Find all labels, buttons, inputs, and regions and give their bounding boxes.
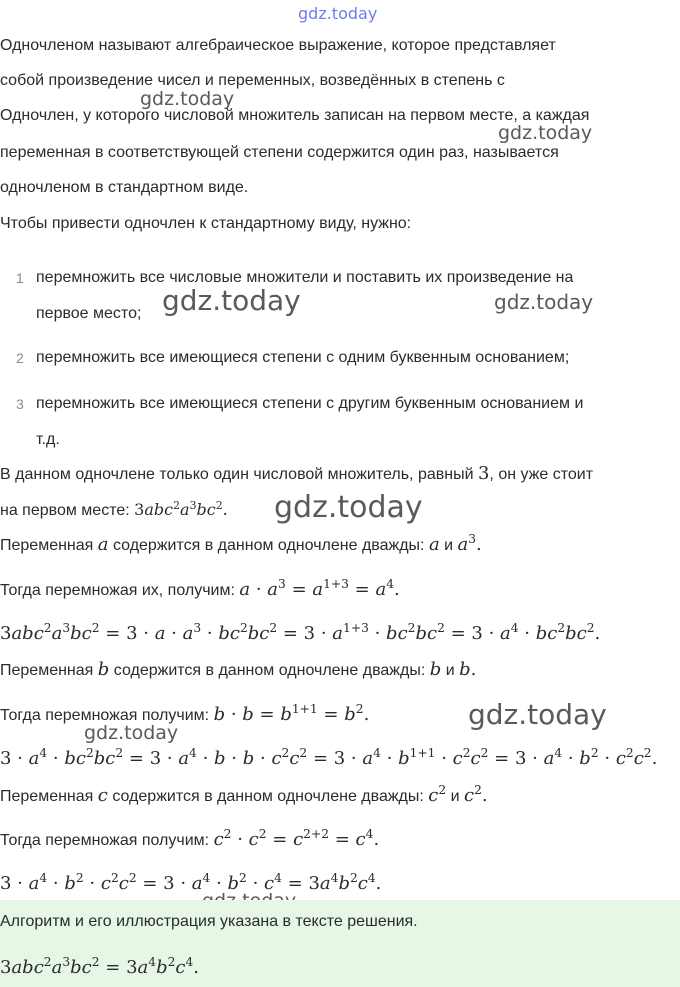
watermark: gdz.today [84, 722, 179, 744]
coefficient-text-start: В данном одночлене только один числовой множитель, равный [0, 466, 474, 483]
math-inline: $a \cdot a^3 = a^{1+3} = a^4$. [239, 577, 400, 600]
list-number: 1 [16, 270, 24, 286]
coefficient-label: на первом месте: [0, 502, 130, 519]
list-item-text: перемножить все имеющиеся степени с другим буквенным основанием и [36, 395, 584, 412]
variable-c-text [0, 783, 488, 807]
variable-letter: b [97, 659, 110, 680]
list-number: 2 [16, 350, 24, 366]
variable-label: Переменная [0, 537, 94, 554]
formula-line: $3 \cdot a^4 \cdot b^2 \cdot c^2c^2 = 3 \cdot a^4 \cdot b^2 \cdot c^4 = 3a^4b^2c^4$. [0, 871, 382, 894]
coefficient-value: 3 [477, 463, 490, 484]
list-item-text: первое место; [36, 305, 142, 322]
coefficient-text [0, 464, 593, 485]
product-c-text [0, 827, 380, 851]
list-item-text: перемножить все числовые множители и поставить их произведение на [36, 269, 574, 286]
then-label: Тогда перемножая получим: [0, 832, 210, 849]
list-item-text: перемножить все имеющиеся степени с одним буквенным основанием; [36, 349, 570, 366]
final-answer: $3abc^2a^3bc^2 = 3a^4b^2c^4$. [0, 955, 200, 978]
math-inline: $b \cdot b = b^{1+1} = b^2$. [213, 702, 370, 725]
intro-text: Чтобы привести одночлен к стандартному виду, нужно: [0, 215, 412, 232]
formula-line: $3 \cdot a^4 \cdot bc^2bc^2 = 3 \cdot a^4 \cdot b \cdot b \cdot c^2c^2 = 3 \cdot a^4 \cdot b^{1+1} \cdot c^2c^2 = 3 \cdot a^4 \cdot b^2 \cdot c^2c^2$. [0, 746, 658, 769]
conjunction: и [444, 537, 454, 554]
coefficient-text [0, 500, 228, 521]
conjunction: и [450, 788, 460, 805]
then-label: Тогда перемножая получим: [0, 707, 210, 724]
variable-letter: a [97, 534, 109, 555]
twice-text: содержится в данном одночлене дважды: [112, 537, 425, 554]
math-inline: $c^2$. [464, 783, 488, 806]
math-inline: b [429, 659, 442, 680]
math-inline: b. [459, 659, 477, 680]
variable-label: Переменная [0, 662, 94, 679]
algorithm-note: Алгоритм и его иллюстрация указана в тексте решения. [0, 913, 418, 930]
definition-line: Одночленом называют алгебраическое выражение, которое представляет [0, 37, 556, 54]
definition-line: собой произведение чисел и переменных, возведённых в степень с [0, 72, 505, 89]
then-label: Тогда перемножая их, получим: [0, 582, 235, 599]
definition-line: переменная в соответствующей степени содержится один раз, называется [0, 144, 559, 161]
definition-line: Одночлен, у которого числовой множитель записан на первом месте, а каждая [0, 107, 590, 124]
definition-line: одночленом в стандартном виде. [0, 179, 249, 196]
variable-label: Переменная [0, 788, 94, 805]
list-item-text: т.д. [36, 431, 60, 448]
math-inline: a [428, 534, 440, 555]
coefficient-text-end: , он уже стоит [489, 466, 594, 483]
math-inline: $c^2 \cdot c^2 = c^{2+2} = c^4$. [213, 827, 380, 850]
variable-letter: c [97, 785, 108, 806]
product-b-text [0, 702, 370, 726]
variable-a-text [0, 532, 482, 556]
watermark: gdz.today [494, 290, 594, 314]
watermark: gdz.today [274, 490, 423, 525]
watermark-top: gdz.today [298, 4, 378, 23]
formula-line: $3abc^2a^3bc^2 = 3 \cdot a \cdot a^3 \cdot bc^2bc^2 = 3 \cdot a^{1+3} \cdot bc^2bc^2 = 3 \cdot a^4 \cdot bc^2bc^2$. [0, 621, 601, 644]
math-inline: $c^2$ [428, 783, 447, 806]
watermark: gdz.today [498, 122, 593, 144]
math-inline: $a^3$. [457, 532, 482, 555]
product-a-text [0, 577, 400, 601]
twice-text: содержится в данном одночлене дважды: [112, 788, 424, 805]
twice-text: содержится в данном одночлене дважды: [113, 662, 426, 679]
variable-b-text [0, 660, 476, 681]
monomial-formula: $3abc^2a^3bc^2$. [134, 499, 228, 519]
watermark: gdz.today [140, 88, 235, 110]
conjunction: и [445, 662, 455, 679]
watermark: gdz.today [468, 698, 607, 731]
watermark: gdz.today [162, 284, 301, 317]
list-number: 3 [16, 396, 24, 412]
